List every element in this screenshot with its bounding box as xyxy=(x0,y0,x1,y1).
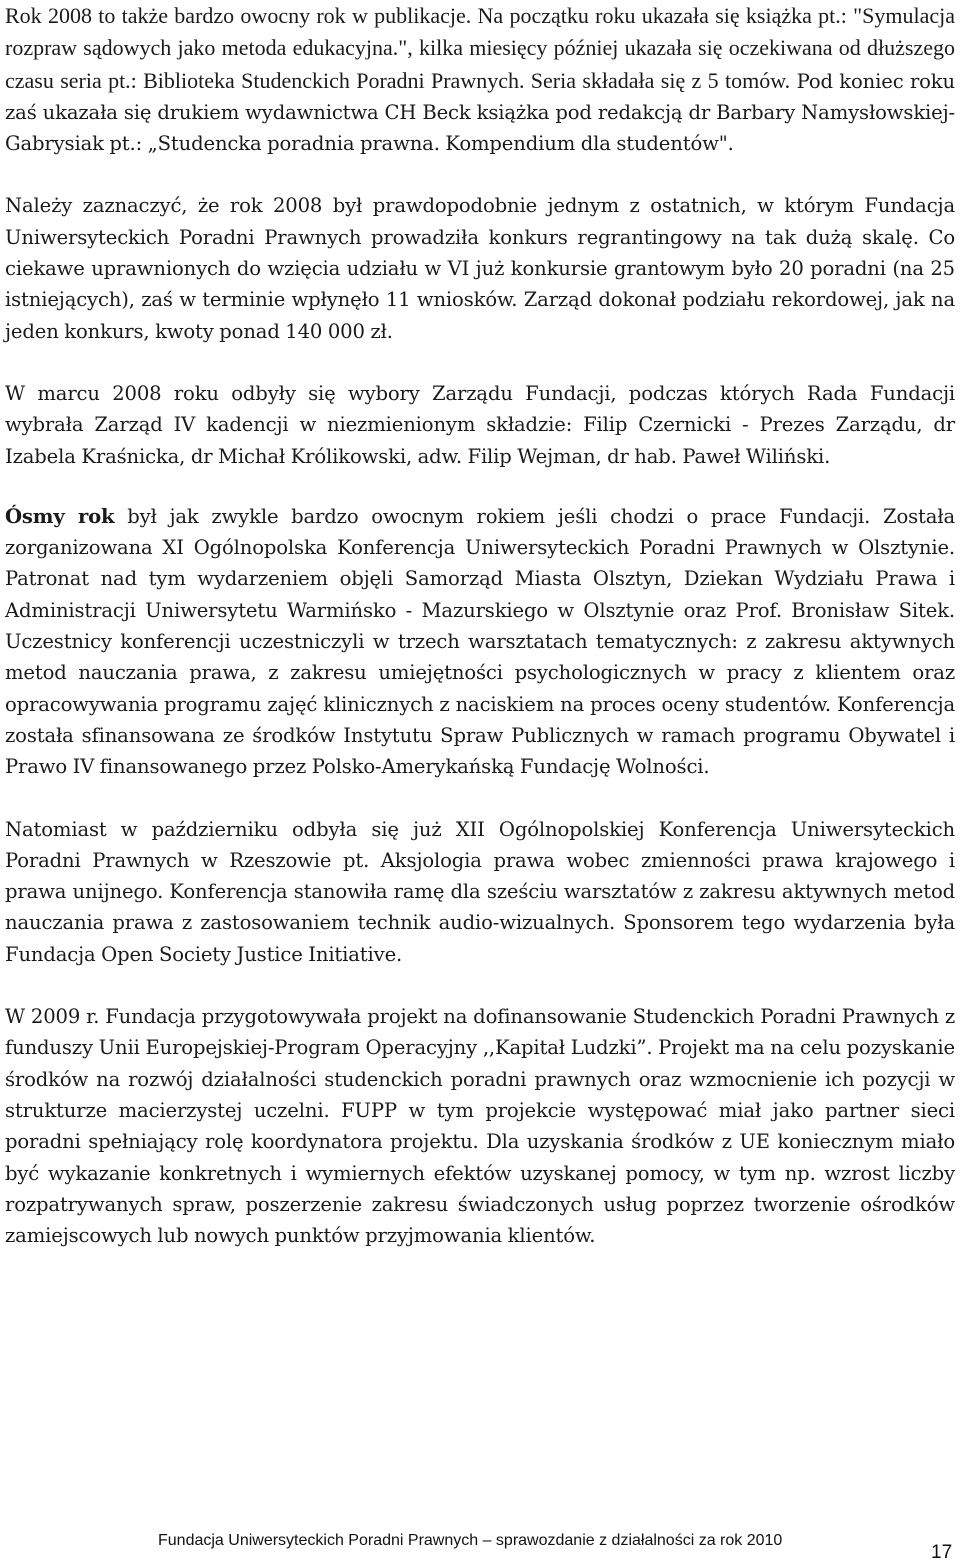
spacer xyxy=(5,783,955,814)
page-footer xyxy=(158,1532,958,1563)
eighth-year-text: był jak zwykle bardzo owocnym rokiem jeśli chodzi o prace Fundacji. Została zorganizowana XI Ogólnopolska Konferencja Uniwersyteckich Poradni Prawnych w Olsztynie. Patronat nad tym wydarzeniem objęli Samorząd Miasta Olsztyn, Dziekan Wydziału Prawa i Administracji Uniwersytetu Warmińsko - Mazurskiego w Olsztynie oraz Prof. Bronisław Sitek. Uczestnicy konferencji uczestniczyli w trzech warsztatach tematycznych: z zakresu aktywnych metod nauczania prawa, z zakresu umiejętności psychologicznych w pracy z klientem oraz opracowywania programu zajęć klinicznych z naciskiem na proces oceny studentów. Konferencja została sfinansowana ze środków Instytutu Spraw Publicznych w ramach programu Obywatel i Prawo IV finansowanego przez Polsko-Amerykańską Fundację Wolności. xyxy=(5,504,955,779)
publications-text-part1: Rok 2008 to także bardzo owocny rok w publikacje. Na początku roku ukazała się książka pt.: "Symulacja rozpraw sądowych jako metoda edukacyjna.", kilka miesięcy później ukazała się oczekiwana od dłuższego czasu seria pt.: Biblioteka Studenckich Poradni Prawnych. Seria składała się z 5 tomów. xyxy=(5,3,955,93)
spacer xyxy=(5,159,955,190)
eighth-year-heading: Ósmy rok xyxy=(5,504,115,528)
paragraph-regranting: Należy zaznaczyć, że rok 2008 był prawdopodobnie jednym z ostatnich, w którym Fundacja Uniwersyteckich Poradni Prawnych prowadziła konkurs regrantingowy na tak dużą skalę. Co ciekawe uprawnionych do wzięcia udziału w VI już konkursie grantowym było 20 poradni (na 25 istniejących), zaś w terminie wpłynęło 11 wniosków. Zarząd dokonał podziału rekordowej, jak na jeden konkurs, kwoty ponad 140 000 zł. xyxy=(5,194,955,343)
spacer xyxy=(5,472,955,501)
page-number: 17 xyxy=(931,1542,953,1563)
paragraph-eighth-year xyxy=(5,501,955,783)
footer-text: Fundacja Uniwersyteckich Poradni Prawnych – sprawozdanie z działalności za rok 2010 xyxy=(158,1532,783,1549)
paragraph-publications xyxy=(5,0,955,159)
spacer xyxy=(5,347,955,378)
paragraph-board-elections: W marcu 2008 roku odbyły się wybory Zarządu Fundacji, podczas których Rada Fundacji wybrała Zarząd IV kadencji w niezmienionym składzie: Filip Czernicki - Prezes Zarządu, dr Izabela Kraśnicka, dr Michał Królikowski, adw. Filip Wejman, dr hab. Paweł Wiliński. xyxy=(5,381,955,468)
paragraph-2009-project: W 2009 r. Fundacja przygotowywała projekt na dofinansowanie Studenckich Poradni Prawnych z funduszy Unii Europejskiej-Program Operacyjny ,,Kapitał Ludzki”. Projekt ma na celu pozyskanie środków na rozwój działalności studenckich poradni prawnych oraz wzmocnienie ich pozycji w strukturze macierzystej uczelni. FUPP w tym projekcie występować miał jako partner sieci poradni spełniający rolę koordynatora projektu. Dla uzyskania środków z UE koniecznym miało być wykazanie konkretnych i wymiernych efektów uzyskanej pomocy, w tym np. wzrost liczby rozpatrywanych spraw, poszerzenie zakresu świadczonych usług poprzez tworzenie ośrodków zamiejscowych lub nowych punktów przyjmowania klientów. xyxy=(5,1005,955,1248)
document-page xyxy=(5,0,955,1251)
spacer xyxy=(5,970,955,1001)
paragraph-october-conference: Natomiast w październiku odbyła się już XII Ogólnopolskiej Konferencja Uniwersyteckich Poradni Prawnych w Rzeszowie pt. Aksjologia prawa wobec zmienności prawa krajowego i prawa unijnego. Konferencja stanowiła ramę dla sześciu warsztatów z zakresu aktywnych metod nauczania prawa z zastosowaniem technik audio-wizualnych. Sponsorem tego wydarzenia była Fundacja Open Society Justice Initiative. xyxy=(5,817,955,966)
publications-text-part2: Pod koniec roku zaś ukazała się drukiem wydawnictwa CH Beck książka pod redakcją dr Barbary Namysłowskiej-Gabrysiak pt.: „Studencka poradnia prawna. Kompendium dla studentów". xyxy=(5,69,955,156)
